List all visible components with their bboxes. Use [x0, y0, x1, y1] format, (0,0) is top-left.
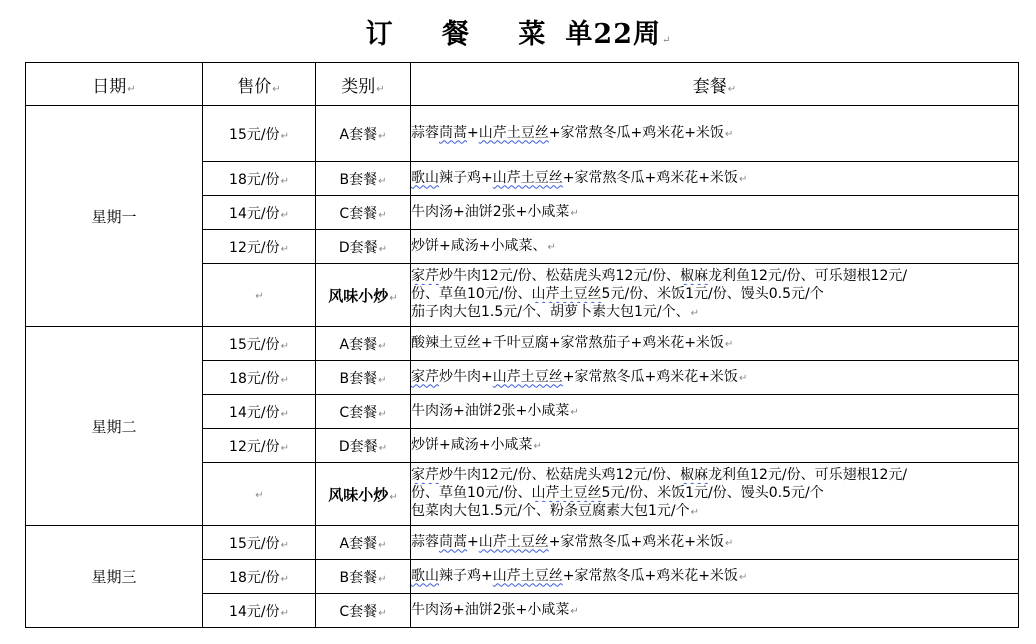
paragraph-mark-icon: ↵ — [378, 573, 387, 585]
title-part1: 订 餐 菜 — [365, 19, 566, 50]
meal-line: 份、草鱼10元/份、山芹土豆丝5元/份、米饭1元/份、馒头0.5元/个 — [411, 485, 824, 501]
header-category: 类别↵ — [316, 63, 411, 106]
meal-line: 歌山辣子鸡+山芹土豆丝+家常熬冬瓜+鸡米花+米饭↵ — [411, 567, 748, 584]
meal-line: 家芹炒牛肉+山芹土豆丝+家常熬冬瓜+鸡米花+米饭↵ — [411, 368, 748, 385]
meal-line: 家芹炒牛肉12元/份、松菇虎头鸡12元/份、椒麻龙利鱼12元/份、可乐翅根12元/ — [411, 467, 908, 483]
category-cell: D套餐↵ — [316, 230, 411, 264]
paragraph-mark-icon: ↵ — [690, 507, 699, 518]
meal-cell — [411, 560, 1019, 594]
category-cell: C套餐↵ — [316, 594, 411, 628]
meal-line: 炒饼+咸汤+小咸菜、↵ — [411, 237, 556, 254]
paragraph-mark-icon: ↵ — [280, 340, 289, 352]
paragraph-mark-icon: ↵ — [280, 607, 289, 619]
meal-cell — [411, 429, 1019, 463]
paragraph-mark-icon: ↵ — [280, 243, 289, 255]
meal-cell — [411, 106, 1019, 162]
category-cell: C套餐↵ — [316, 395, 411, 429]
meal-line: 茄子肉大包1.5元/个、胡萝卜素大包1元/个、↵ — [411, 304, 699, 320]
price-cell: 18元/份↵ — [203, 361, 316, 395]
meal-line: 歌山辣子鸡+山芹土豆丝+家常熬冬瓜+鸡米花+米饭↵ — [411, 169, 748, 186]
table-row — [26, 526, 1019, 560]
header-price: 售价↵ — [203, 63, 316, 106]
paragraph-mark-icon: ↵ — [724, 128, 734, 140]
meal-cell — [411, 395, 1019, 429]
paragraph-mark-icon: ↵ — [378, 243, 388, 255]
meal-line: 牛肉汤+油饼2张+小咸菜↵ — [411, 402, 579, 419]
meal-cell — [411, 463, 1019, 526]
meal-line: 炒饼+咸汤+小咸菜↵ — [411, 436, 542, 453]
day-cell: 星期一 — [26, 106, 203, 327]
table-row — [26, 106, 1019, 162]
category-cell: B套餐↵ — [316, 361, 411, 395]
paragraph-mark-icon: ↵ — [280, 539, 289, 551]
paragraph-mark-icon: ↵ — [255, 490, 264, 501]
paragraph-mark-icon: ↵ — [255, 291, 264, 302]
meal-cell — [411, 327, 1019, 361]
meal-cell — [411, 264, 1019, 327]
paragraph-mark-icon: ↵ — [378, 175, 387, 187]
paragraph-mark-icon: ↵ — [662, 35, 671, 46]
paragraph-mark-icon: ↵ — [738, 173, 748, 185]
price-cell: 18元/份↵ — [203, 162, 316, 196]
meal-line: 牛肉汤+油饼2张+小咸菜↵ — [411, 601, 579, 618]
price-cell — [203, 264, 316, 327]
meal-line: 包菜肉大包1.5元/个、粉条豆腐素大包1元/个↵ — [411, 503, 699, 519]
paragraph-mark-icon: ↵ — [727, 83, 737, 95]
paragraph-mark-icon: ↵ — [570, 406, 579, 418]
price-cell: 12元/份↵ — [203, 429, 316, 463]
paragraph-mark-icon: ↵ — [378, 607, 387, 619]
meal-cell — [411, 196, 1019, 230]
category-cell: 风味小炒↵ — [316, 463, 411, 526]
meal-cell — [411, 361, 1019, 395]
category-cell: B套餐↵ — [316, 162, 411, 196]
price-cell: 15元/份↵ — [203, 526, 316, 560]
paragraph-mark-icon: ↵ — [378, 374, 387, 386]
paragraph-mark-icon: ↵ — [378, 539, 387, 551]
paragraph-mark-icon: ↵ — [280, 175, 289, 187]
paragraph-mark-icon: ↵ — [280, 374, 289, 386]
paragraph-mark-icon: ↵ — [389, 292, 398, 304]
paragraph-mark-icon: ↵ — [280, 573, 289, 585]
price-cell: 15元/份↵ — [203, 106, 316, 162]
paragraph-mark-icon: ↵ — [738, 372, 748, 384]
price-cell: 14元/份↵ — [203, 594, 316, 628]
paragraph-mark-icon: ↵ — [378, 130, 387, 142]
meal-line: 酸辣土豆丝+千叶豆腐+家常熬茄子+鸡米花+米饭↵ — [411, 334, 734, 351]
category-cell: A套餐↵ — [316, 526, 411, 560]
category-cell: A套餐↵ — [316, 327, 411, 361]
title-part2: 单22周 — [565, 19, 661, 50]
day-cell: 星期二 — [26, 327, 203, 526]
price-cell: 12元/份↵ — [203, 230, 316, 264]
paragraph-mark-icon: ↵ — [280, 408, 289, 420]
paragraph-mark-icon: ↵ — [724, 537, 734, 549]
paragraph-mark-icon: ↵ — [378, 340, 387, 352]
menu-table — [25, 62, 1019, 628]
paragraph-mark-icon: ↵ — [690, 308, 699, 319]
category-cell: B套餐↵ — [316, 560, 411, 594]
category-cell: A套餐↵ — [316, 106, 411, 162]
page-title — [0, 12, 1036, 51]
header-date: 日期↵ — [26, 63, 203, 106]
price-cell: 15元/份↵ — [203, 327, 316, 361]
paragraph-mark-icon: ↵ — [378, 442, 388, 454]
paragraph-mark-icon: ↵ — [378, 209, 387, 221]
price-cell: 14元/份↵ — [203, 395, 316, 429]
paragraph-mark-icon: ↵ — [272, 83, 281, 95]
meal-line: 家芹炒牛肉12元/份、松菇虎头鸡12元/份、椒麻龙利鱼12元/份、可乐翅根12元/ — [411, 268, 908, 284]
paragraph-mark-icon: ↵ — [570, 207, 579, 219]
paragraph-mark-icon: ↵ — [738, 571, 748, 583]
menu-body — [26, 106, 1019, 628]
meal-line: 牛肉汤+油饼2张+小咸菜↵ — [411, 203, 579, 220]
meal-cell — [411, 594, 1019, 628]
paragraph-mark-icon: ↵ — [389, 491, 398, 503]
meal-line: 蒜蓉茼蒿+山芹土豆丝+家常熬冬瓜+鸡米花+米饭↵ — [411, 124, 734, 141]
paragraph-mark-icon: ↵ — [280, 209, 289, 221]
meal-cell — [411, 230, 1019, 264]
table-row — [26, 327, 1019, 361]
meal-cell — [411, 162, 1019, 196]
meal-cell — [411, 526, 1019, 560]
paragraph-mark-icon: ↵ — [724, 338, 734, 350]
price-cell: 14元/份↵ — [203, 196, 316, 230]
paragraph-mark-icon: ↵ — [376, 83, 385, 95]
category-cell: C套餐↵ — [316, 196, 411, 230]
paragraph-mark-icon: ↵ — [280, 130, 289, 142]
header-meal: 套餐↵ — [411, 63, 1019, 106]
paragraph-mark-icon: ↵ — [547, 241, 556, 253]
paragraph-mark-icon: ↵ — [570, 605, 579, 617]
paragraph-mark-icon: ↵ — [533, 440, 542, 452]
paragraph-mark-icon: ↵ — [280, 442, 289, 454]
meal-line: 蒜蓉茼蒿+山芹土豆丝+家常熬冬瓜+鸡米花+米饭↵ — [411, 533, 734, 550]
day-cell: 星期三 — [26, 526, 203, 628]
category-cell: D套餐↵ — [316, 429, 411, 463]
paragraph-mark-icon: ↵ — [127, 83, 136, 95]
price-cell — [203, 463, 316, 526]
price-cell: 18元/份↵ — [203, 560, 316, 594]
meal-line: 份、草鱼10元/份、山芹土豆丝5元/份、米饭1元/份、馒头0.5元/个 — [411, 286, 824, 302]
paragraph-mark-icon: ↵ — [378, 408, 387, 420]
header-row — [26, 63, 1019, 106]
category-cell: 风味小炒↵ — [316, 264, 411, 327]
